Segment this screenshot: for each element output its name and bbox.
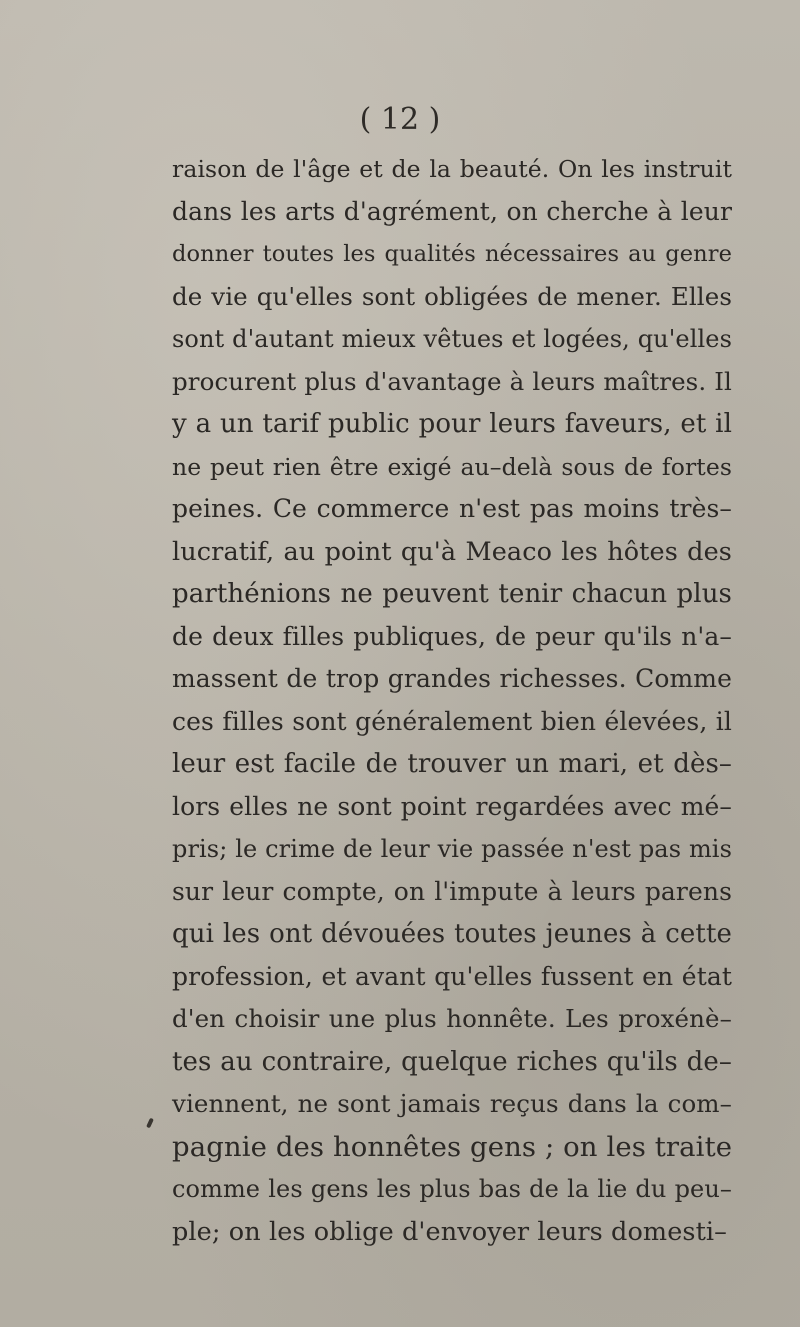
text-line: lucratif, au point qu'à Meaco les hôtes des: [172, 536, 732, 567]
text-line: massent de trop grandes richesses. Comme: [172, 664, 732, 693]
text-line: viennent, ne sont jamais reçus dans la com–: [172, 1089, 732, 1118]
text-line: ne peut rien être exigé au–delà sous de fortes: [172, 452, 732, 481]
text-line: qui les ont dévouées toutes jeunes à cette: [172, 919, 732, 949]
text-line: ple; on les oblige d'envoyer leurs domesti–: [172, 1216, 728, 1247]
text-line: profession, et avant qu'elles fussent en état: [172, 961, 732, 991]
text-line: dans les arts d'agrément, on cherche à leur: [172, 196, 732, 226]
text-line: pris; le crime de leur vie passée n'est pas mis: [172, 835, 732, 863]
text-line: de vie qu'elles sont obligées de mener. Elles: [172, 281, 732, 311]
text-line: procurent plus d'avantage à leurs maîtres. Il: [172, 366, 732, 396]
text-line: y a un tarif public pour leurs faveurs, et il: [172, 409, 732, 439]
text-line: comme les gens les plus bas de la lie du peu–: [172, 1175, 732, 1203]
body-text: [172, 148, 732, 1253]
text-line: donner toutes les qualités nécessaires au genre: [172, 241, 732, 267]
text-line: de deux filles publiques, de peur qu'ils n'a–: [172, 621, 732, 651]
text-line: parthénions ne peuvent tenir chacun plus: [172, 579, 732, 609]
text-line: d'en choisir une plus honnête. Les proxénè–: [172, 1004, 732, 1033]
text-line: pagnie des honnêtes gens ; on les traite: [172, 1130, 733, 1163]
text-line: sur leur compte, on l'impute à leurs parens: [172, 876, 732, 906]
text-line: ces filles sont généralement bien élevées, il: [172, 706, 732, 736]
text-line: leur est facile de trouver un mari, et dès–: [172, 749, 732, 779]
text-line: lors elles ne sont point regardées avec mé–: [172, 791, 732, 821]
text-line: raison de l'âge et de la beauté. On les instruit: [172, 155, 732, 183]
text-line: peines. Ce commerce n'est pas moins très–: [172, 494, 732, 523]
text-line: sont d'autant mieux vêtues et logées, qu'elles: [172, 325, 732, 353]
paper-speck: [146, 1118, 154, 1129]
page-number: ( 12 ): [359, 102, 441, 137]
text-line: tes au contraire, quelque riches qu'ils de–: [172, 1046, 732, 1077]
